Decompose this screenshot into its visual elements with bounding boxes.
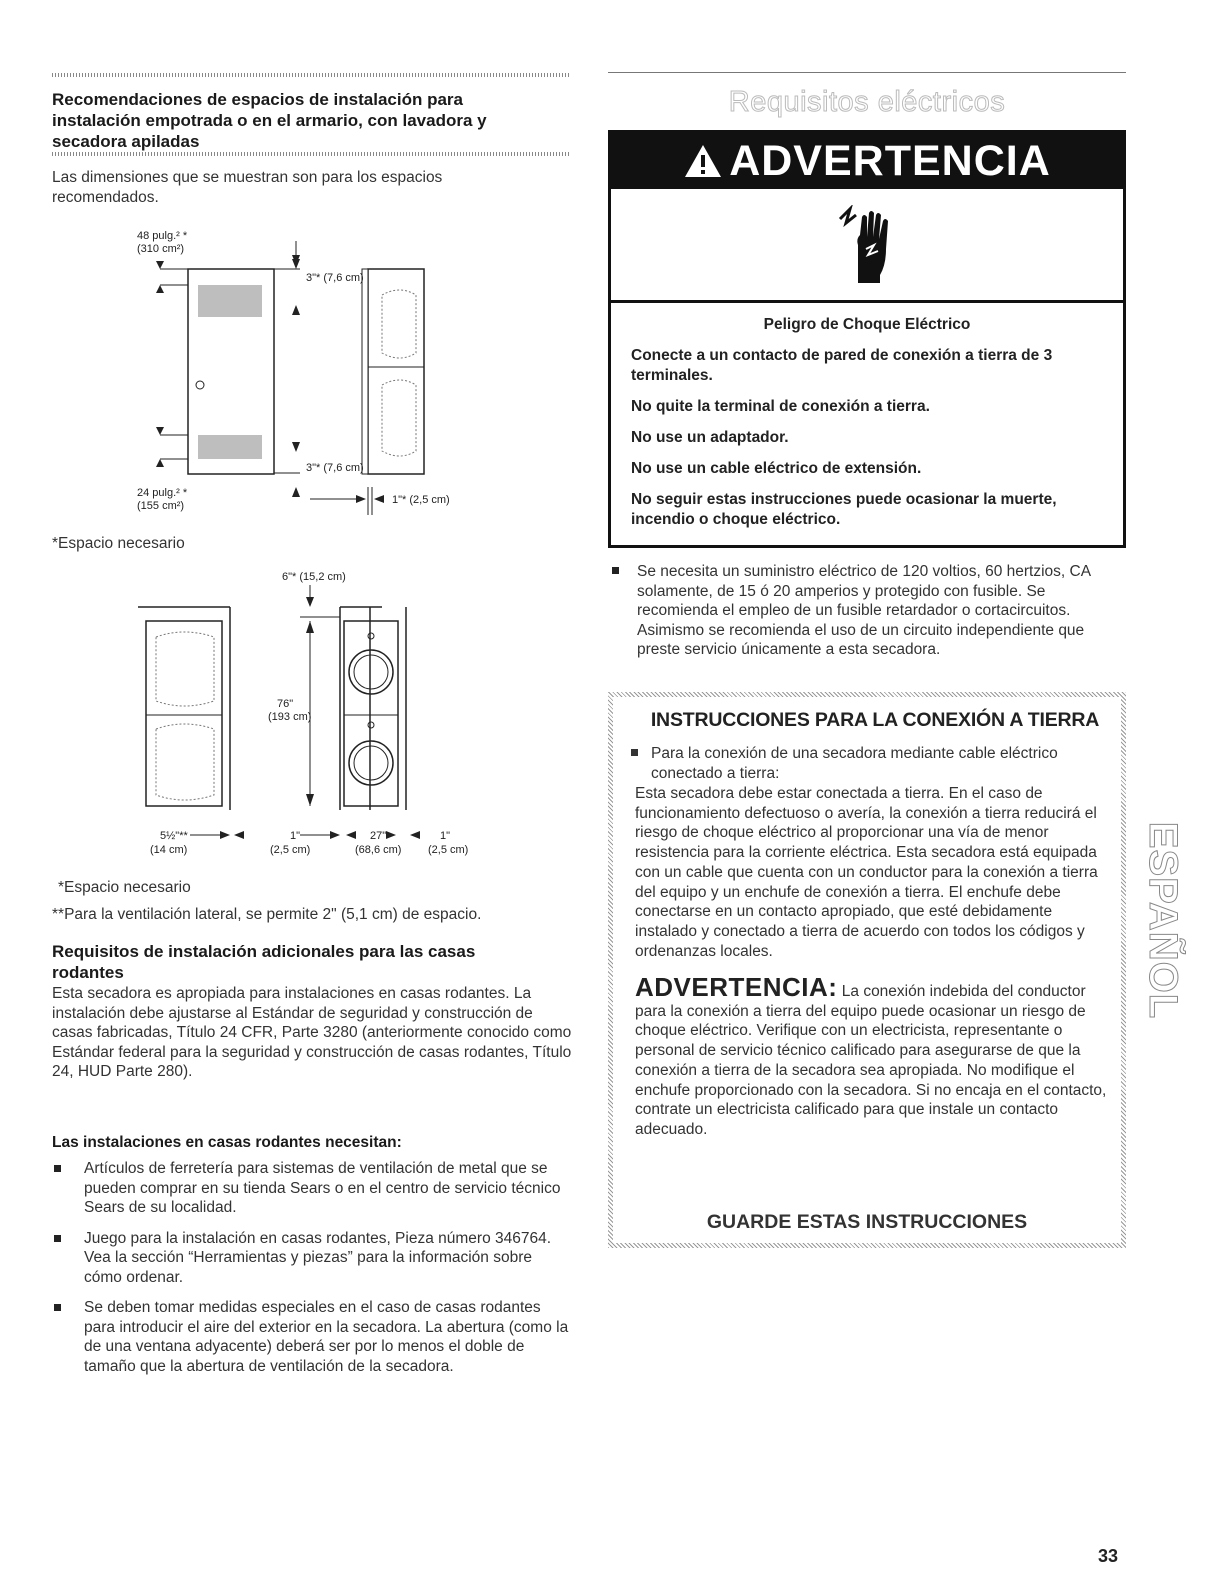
label-width: 27" bbox=[370, 830, 387, 842]
warning-line: No use un adaptador. bbox=[631, 429, 789, 446]
label-width-cm: (68,6 cm) bbox=[355, 844, 402, 856]
intro-text: Las dimensiones que se muestran son para los espacios recomendados. bbox=[52, 169, 443, 206]
power-requirements-text: Se necesita un suministro eléctrico de 120 voltios, 60 hertzios, CA solamente, de 15 ó 20 amperios y protegido con fusible. Se recomienda el empleo de un fusible retardador o cortacircuitos. Asimismo se recomienda el uso de un circuito independiente que preste servicio únicamente a esta secadora. bbox=[637, 563, 1091, 658]
stacked-units-front-view bbox=[344, 621, 398, 806]
grounding-warning-paragraph bbox=[635, 972, 1115, 1140]
language-side-tab bbox=[1141, 810, 1186, 1030]
label-gap-a: 1" bbox=[290, 830, 301, 842]
label-side-left-cm: (14 cm) bbox=[150, 844, 188, 856]
language-side-tab-text: ESPAÑOL bbox=[1141, 821, 1186, 1019]
warning-line: Conecte a un contacto de pared de conexión a tierra de 3 terminales. bbox=[631, 347, 1053, 384]
label-gap-a-cm: (2,5 cm) bbox=[270, 844, 311, 856]
door-knob bbox=[196, 381, 204, 389]
list-item: Artículos de ferretería para sistemas de ventilación de metal que se pueden comprar en su tienda Sears o en el centro de servicio técnico Sears de su localidad. bbox=[52, 1159, 572, 1218]
label-gap-bottom: 3"* (7,6 cm) bbox=[306, 462, 364, 474]
shock-hazard-icon bbox=[611, 189, 1123, 303]
warning-header bbox=[611, 133, 1123, 189]
grounding-warning-word: ADVERTENCIA: bbox=[635, 972, 838, 1002]
figure-stacked-dimensions bbox=[130, 575, 500, 865]
label-height-cm: (193 cm) bbox=[268, 711, 312, 723]
warning-triangle-icon bbox=[683, 143, 723, 179]
section-title-mobile-home: Requisitos de instalación adicionales para las casas rodantes bbox=[52, 942, 476, 982]
label-height: 76" bbox=[277, 698, 294, 710]
figure-closet-diagram bbox=[130, 225, 530, 525]
fig2-note-2: **Para la ventilación lateral, se permite 2" (5,1 cm) de espacio. bbox=[52, 906, 482, 923]
hazard-title: Peligro de Choque Eléctrico bbox=[763, 316, 971, 333]
warning-box bbox=[608, 130, 1126, 548]
label-bottom-vent-area-cm: (155 cm²) bbox=[137, 500, 185, 512]
page-number: 33 bbox=[1098, 1546, 1119, 1566]
grounding-bullet: Para la conexión de una secadora mediante cable eléctrico conectado a tierra: bbox=[651, 745, 1058, 782]
grounding-warning-text: La conexión indebida del conductor para la conexión a tierra del equipo puede ocasionar un riesgo de choque eléctrico. Verifique con un electricista, representante o personal de servicio técnico calificado para asegurarse de que la conexión a tierra de la secadora sea apropiada. No modifique el enchufe proporcionado con la secadora. Si no encaja en el contacto, contrate un electricista calificado para que instale un contacto adecuado. bbox=[635, 983, 1107, 1138]
grounding-bullet-marker bbox=[631, 749, 638, 756]
grounding-paragraph: Esta secadora debe estar conectada a tierra. En el caso de funcionamiento defectuoso o avería, la conexión a tierra reducirá el riesgo de choque eléctrico al proporcionar una vía de menor resistencia para la corriente eléctrica. Esta secadora está equipada con un cable que cuenta con un conductor para la conexión a tierra del equipo y un enchufe de conexión a tierra. El enchufe debe conectarse en un contacto apropiado, que esté debidamente instalado y conectado a tierra de acuerdo con todos los códigos y ordenanzas locales. bbox=[635, 785, 1098, 960]
stacked-units-side-view bbox=[146, 621, 222, 806]
save-instructions: GUARDE ESTAS INSTRUCCIONES bbox=[706, 1211, 1028, 1233]
section-rule-left bbox=[52, 152, 570, 156]
grounding-title: INSTRUCCIONES PARA LA CONEXIÓN A TIERRA bbox=[650, 709, 1100, 731]
label-top-vent-area-cm: (310 cm²) bbox=[137, 243, 185, 255]
list-item: Juego para la instalación en casas rodantes, Pieza número 346764. Vea la sección “Herramientas y piezas” para la información sobre cómo ordenar. bbox=[52, 1229, 572, 1288]
section-title-electrical: Requisitos eléctricos bbox=[728, 86, 1006, 118]
vent-bottom bbox=[198, 435, 262, 459]
label-gap-b: 1" bbox=[440, 830, 451, 842]
label-top-gap-2: 6"* (15,2 cm) bbox=[282, 571, 346, 583]
grounding-instructions-box bbox=[608, 692, 1126, 1248]
label-side-gap: 1"* (2,5 cm) bbox=[392, 494, 450, 506]
mobile-home-text: Esta secadora es apropiada para instalaciones en casas rodantes. La instalación debe ajustarse al Estándar de seguridad y construcción de casas fabricadas, Título 24 CFR, Parte 3280 (anteriormente conocido como Estándar federal para la seguridad y construcción de casas rodantes, Título 24, HUD Parte 280). bbox=[52, 985, 572, 1080]
mobile-home-bullets bbox=[52, 1159, 572, 1387]
label-gap-b-cm: (2,5 cm) bbox=[428, 844, 469, 856]
warning-line: No quite la terminal de conexión a tierra. bbox=[631, 398, 930, 415]
fig2-note-1: *Espacio necesario bbox=[58, 879, 191, 896]
power-bullet-marker bbox=[612, 567, 619, 574]
label-top-vent-area: 48 pulg.² * bbox=[137, 230, 188, 242]
vent-top bbox=[198, 285, 262, 317]
list-item: Se deben tomar medidas especiales en el caso de casas rodantes para introducir el aire del exterior en la secadora. La abertura (como la de una ventana adyacente) deberá ser por lo menos el doble de tamaño que la abertura de ventilación de la secadora. bbox=[52, 1298, 572, 1376]
top-rule-right bbox=[608, 72, 1126, 73]
warning-line: No seguir estas instrucciones puede ocasionar la muerte, incendio o choque eléctrico. bbox=[631, 491, 1057, 528]
fig1-note: *Espacio necesario bbox=[52, 535, 185, 552]
label-gap-top: 3"* (7,6 cm) bbox=[306, 272, 364, 284]
top-rule-left bbox=[52, 73, 570, 77]
section-title-recess: Recomendaciones de espacios de instalación para instalación empotrada o en el armario, con lavadora y secadora apiladas bbox=[52, 90, 487, 151]
subsection-title-mobile-needs: Las instalaciones en casas rodantes necesitan: bbox=[52, 1134, 402, 1151]
warning-line: No use un cable eléctrico de extensión. bbox=[631, 460, 922, 477]
label-bottom-vent-area: 24 pulg.² * bbox=[137, 487, 188, 499]
label-side-left: 5½"** bbox=[160, 830, 188, 842]
warning-header-text: ADVERTENCIA bbox=[729, 136, 1051, 185]
